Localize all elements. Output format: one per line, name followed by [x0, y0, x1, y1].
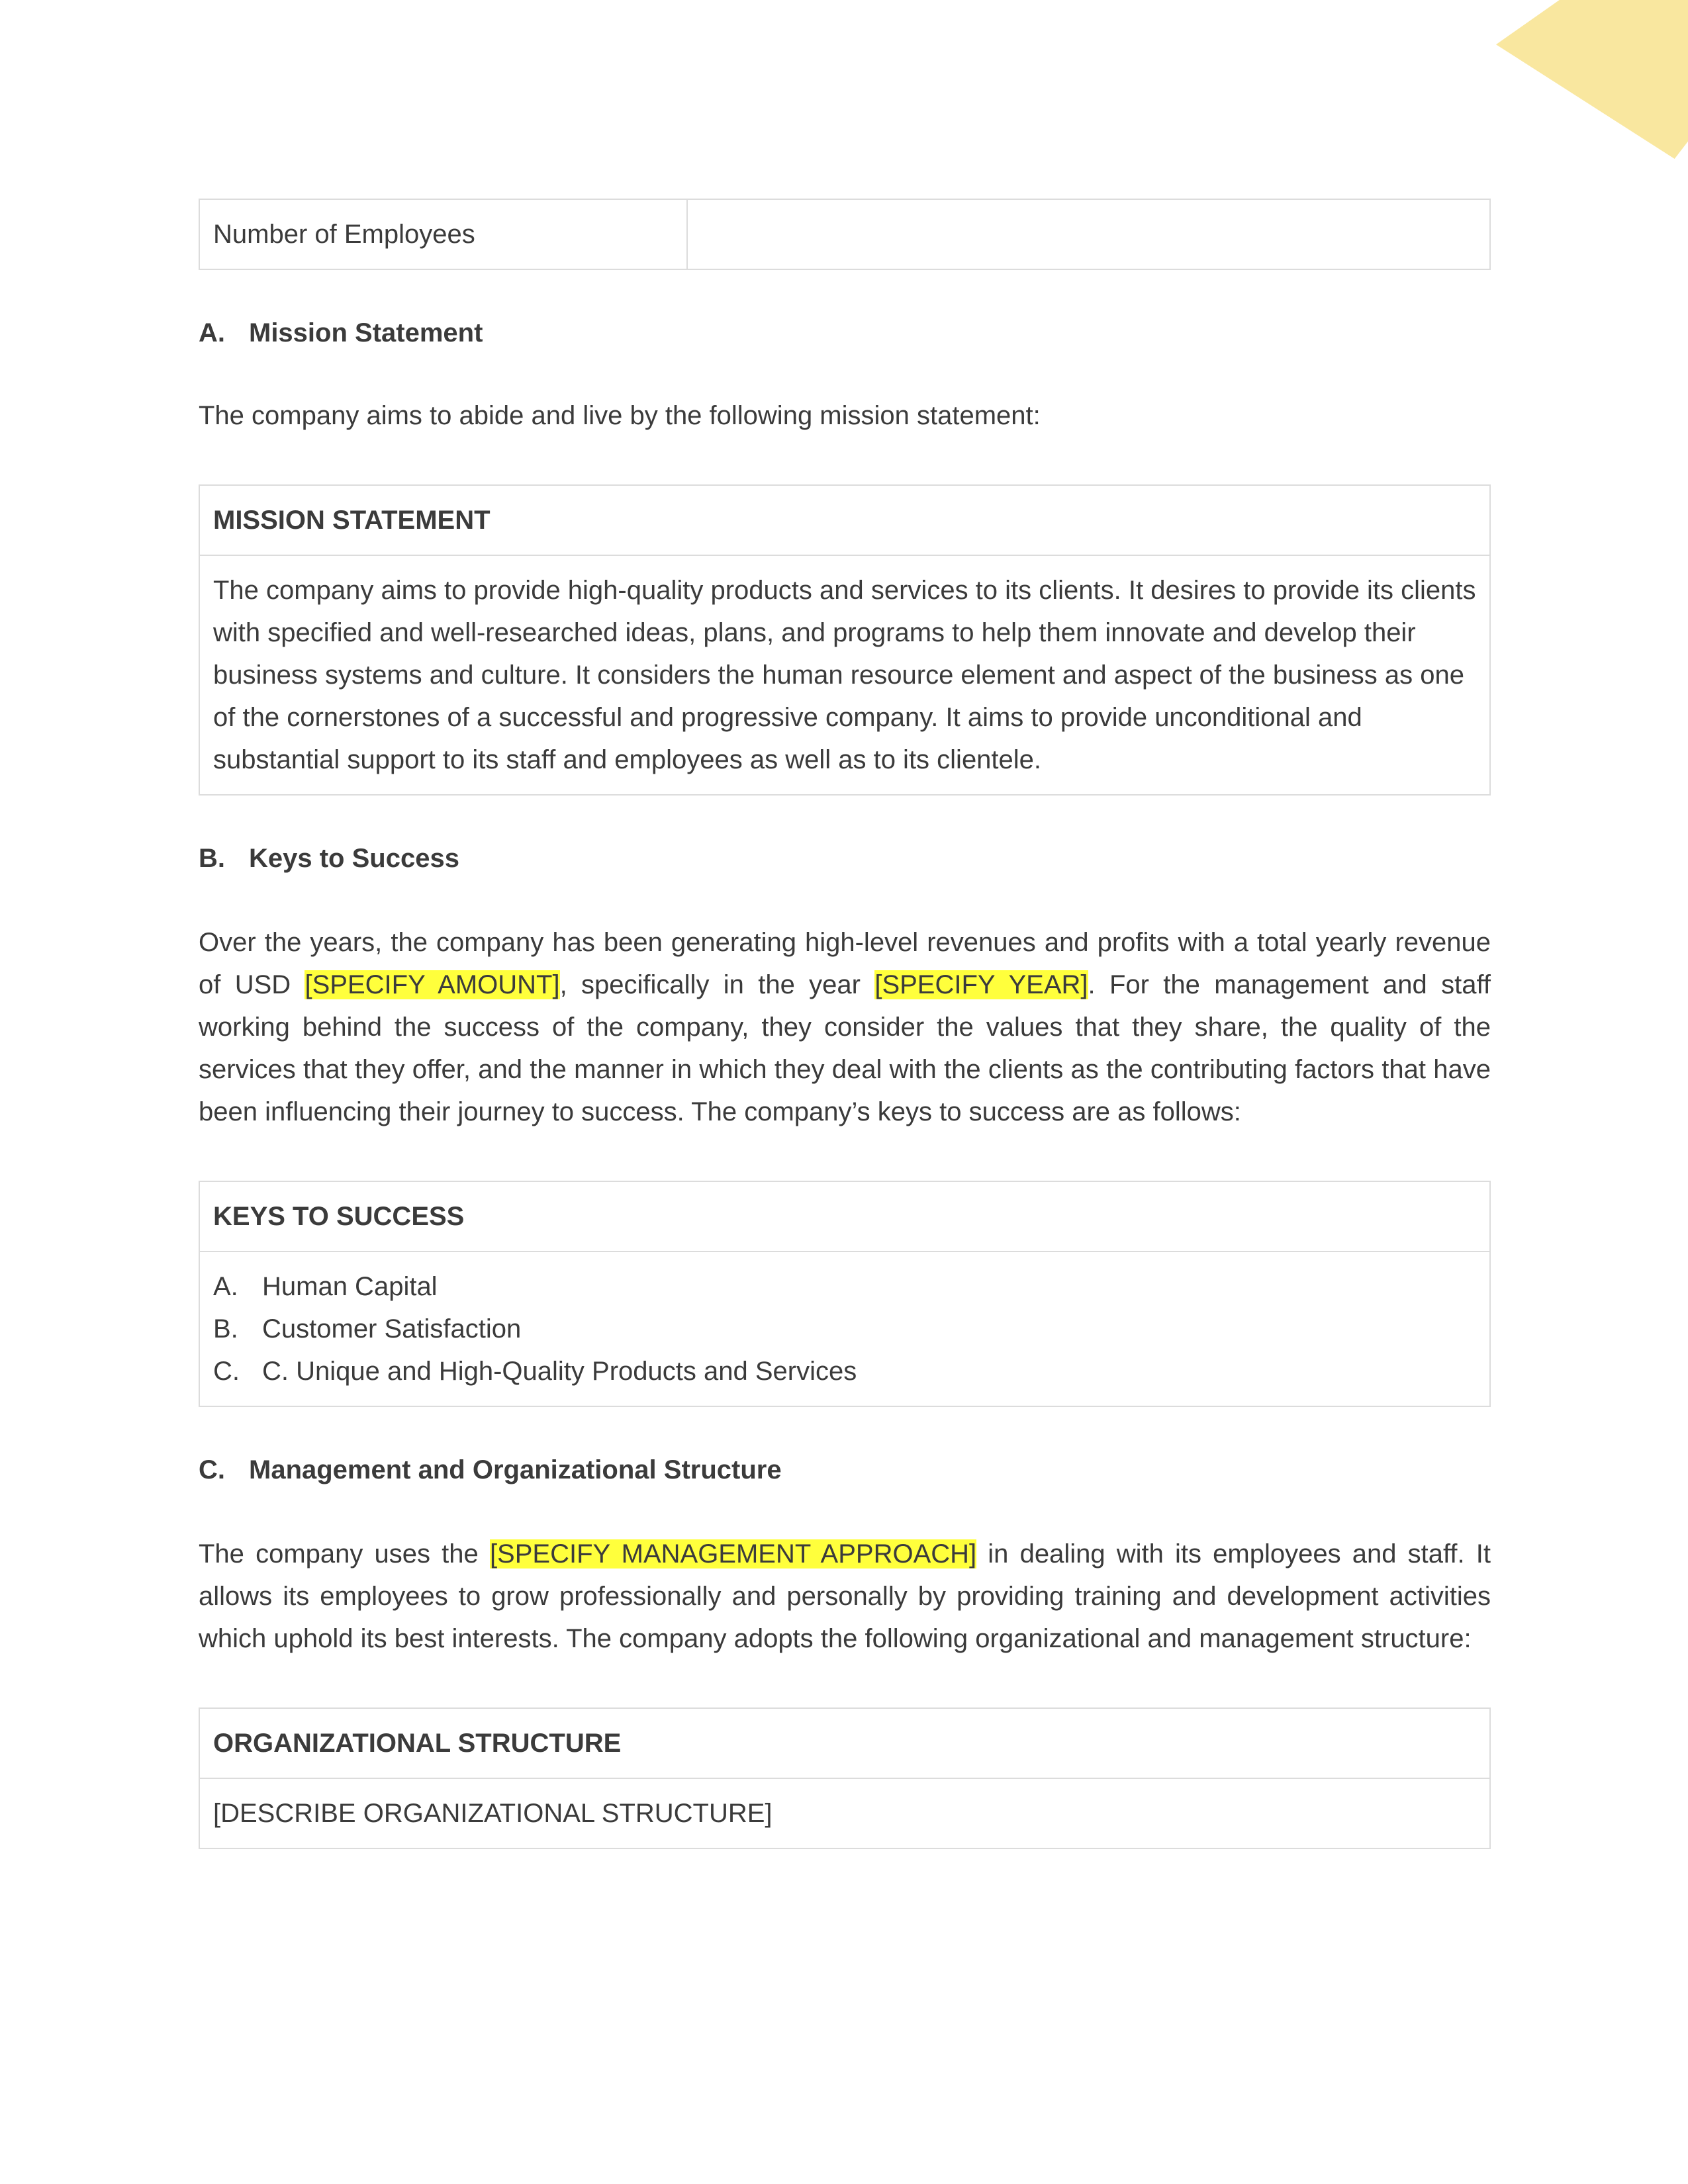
management-paragraph-part2: in dealing with its employees and staff. It allows its employees to grow professionally and personally by providing training and development activities which uphold its best interests. The company adopts the following organizational and management structure:	[199, 1539, 1491, 1653]
list-item	[213, 1350, 1476, 1392]
section-c-heading	[199, 1453, 1491, 1486]
mission-statement-body: The company aims to provide high-quality products and services to its clients. It desires to provide its clients with specified and well-researched ideas, plans, and programs to help them innovate and develop their business systems and culture. It considers the human resource element and aspect of the business as one of the cornerstones of a successful and progressive company. It aims to provide unconditional and substantial support to its staff and employees as well as to its clientele.	[199, 555, 1490, 795]
specify-year-placeholder[interactable]: [SPECIFY YEAR]	[874, 970, 1088, 999]
management-paragraph	[199, 1533, 1491, 1660]
specify-amount-placeholder[interactable]: [SPECIFY AMOUNT]	[305, 970, 560, 999]
keys-paragraph-part1: Over the years, the company has been generating high-level revenues and profits with a total yearly revenue of USD	[199, 928, 1491, 999]
keys-to-success-body	[199, 1251, 1490, 1406]
organizational-structure-table	[199, 1707, 1491, 1849]
keys-paragraph-part2: , specifically in the year	[559, 970, 875, 999]
employees-label: Number of Employees	[199, 199, 687, 269]
organizational-structure-body[interactable]: [DESCRIBE ORGANIZATIONAL STRUCTURE]	[199, 1778, 1490, 1848]
section-b-number: B.	[199, 844, 225, 873]
mission-statement-table	[199, 484, 1491, 796]
section-a-number: A.	[199, 318, 225, 347]
list-item-number: A.	[213, 1272, 238, 1301]
list-item-number: C.	[213, 1357, 240, 1386]
list-item	[213, 1308, 1476, 1350]
corner-decoration	[1496, 0, 1688, 159]
keys-to-success-table	[199, 1181, 1491, 1407]
section-c-title: Management and Organizational Structure	[249, 1455, 782, 1484]
mission-intro: The company aims to abide and live by the following mission statement:	[199, 401, 1041, 430]
list-item-text: Customer Satisfaction	[262, 1314, 522, 1343]
keys-to-success-header: KEYS TO SUCCESS	[199, 1181, 1490, 1251]
mission-statement-header: MISSION STATEMENT	[199, 485, 1490, 555]
section-b-heading	[199, 842, 1491, 875]
employees-value[interactable]	[687, 199, 1490, 269]
section-b-title: Keys to Success	[249, 844, 459, 873]
document-page	[199, 199, 1491, 1849]
keys-list	[213, 1265, 1476, 1392]
organizational-structure-header: ORGANIZATIONAL STRUCTURE	[199, 1708, 1490, 1778]
management-paragraph-part1: The company uses the	[199, 1539, 490, 1569]
keys-paragraph-part3: . For the management and staff working behind the success of the company, they consider the values that they share, the quality of the services that they offer, and the manner in which they deal with the clients as the contributing factors that have been influencing their journey to success. The company’s keys to success are as follows:	[199, 970, 1491, 1126]
section-a-heading	[199, 316, 1491, 349]
specify-management-approach-placeholder[interactable]: [SPECIFY MANAGEMENT APPROACH]	[489, 1539, 977, 1569]
list-item	[213, 1265, 1476, 1308]
section-c-number: C.	[199, 1455, 225, 1484]
list-item-text: C. Unique and High-Quality Products and Services	[262, 1357, 857, 1386]
employees-table	[199, 199, 1491, 270]
list-item-text: Human Capital	[262, 1272, 438, 1301]
list-item-number: B.	[213, 1314, 238, 1343]
keys-paragraph	[199, 921, 1491, 1133]
section-a-title: Mission Statement	[249, 318, 483, 347]
